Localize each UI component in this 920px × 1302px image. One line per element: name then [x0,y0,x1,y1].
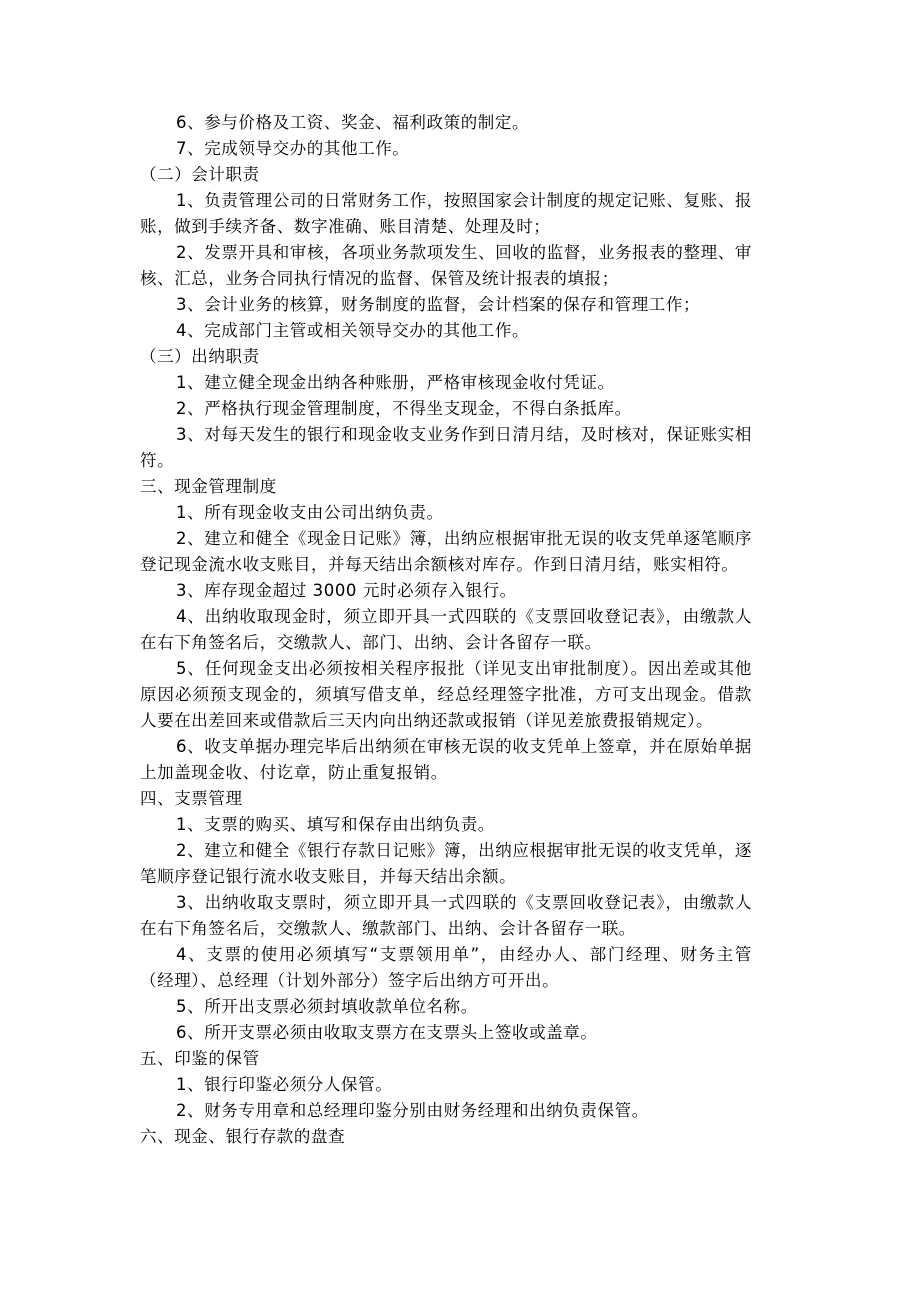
paragraph-item: 3、会计业务的核算，财务制度的监督，会计档案的保存和管理工作； [176,295,701,314]
paragraph-item: 5、所开出支票必须封填收款单位名称。 [176,997,478,1016]
paragraph-item: 3、对每天发生的银行和现金收支业务作到日清月结，及时核对，保证账实相符。 [140,425,752,470]
paragraph-item: 3、库存现金超过 3000 元时必须存入银行。 [176,581,517,600]
paragraph-item: 2、发票开具和审核，各项业务款项发生、回收的监督，业务报表的整理、审核、汇总，业务合同执行情况的监督、保管及统计报表的填报； [140,243,752,288]
section-heading: 五、印鉴的保管 [140,1049,260,1068]
paragraph-item: 6、收支单据办理完毕后出纳须在审核无误的收支凭单上签章，并在原始单据上加盖现金收、付讫章，防止重复报销。 [140,737,752,782]
paragraph-item: 3、出纳收取支票时，须立即开具一式四联的《支票回收登记表》，由缴款人在右下角签名后，交缴款人、缴款部门、出纳、会计各留存一联。 [140,893,752,938]
paragraph-item: 1、银行印鉴必须分人保管。 [176,1075,393,1094]
paragraph-item: 2、严格执行现金管理制度，不得坐支现金，不得白条抵库。 [176,399,632,418]
paragraph-item: 1、负责管理公司的日常财务工作，按照国家会计制度的规定记账、复账、报账，做到手续齐备、数字准确、账目清楚、处理及时； [140,191,752,236]
section-heading: 六、现金、银行存款的盘查 [140,1127,346,1146]
paragraph-item: 1、所有现金收支由公司出纳负责。 [176,503,444,522]
document-body [140,110,752,1150]
paragraph-item: 1、建立健全现金出纳各种账册，严格审核现金收付凭证。 [176,373,615,392]
paragraph-item: 5、任何现金支出必须按相关程序报批（详见支出审批制度）。因出差或其他原因必须预支现金的，须填写借支单，经总经理签字批准，方可支出现金。借款人要在出差回来或借款后三天内向出纳还款或报销（详见差旅费报销规定）。 [140,659,752,730]
paragraph-item: 4、支票的使用必须填写“支票领用单”，由经办人、部门经理、财务主管（经理）、总经理（计划外部分）签字后出纳方可开出。 [140,945,752,990]
paragraph-item: 6、所开支票必须由收取支票方在支票头上签收或盖章。 [176,1023,598,1042]
paragraph-item: 1、支票的购买、填写和保存由出纳负责。 [176,815,495,834]
paragraph-item: 4、完成部门主管或相关领导交办的其他工作。 [176,321,530,340]
section-heading: 三、现金管理制度 [140,477,277,496]
section-heading: 四、支票管理 [140,789,243,808]
paragraph-item: 7、完成领导交办的其他工作。 [176,139,410,158]
paragraph-item: 2、建立和健全《银行存款日记账》簿，出纳应根据审批无误的收支凭单，逐笔顺序登记银行流水收支账目，并每天结出余额。 [140,841,752,886]
paragraph-item: 2、建立和健全《现金日记账》簿，出纳应根据审批无误的收支凭单逐笔顺序登记现金流水收支账目，并每天结出余额核对库存。作到日清月结，账实相符。 [140,529,752,574]
section-heading: （二）会计职责 [140,165,260,184]
paragraph-item: 2、财务专用章和总经理印鉴分别由财务经理和出纳负责保管。 [176,1101,649,1120]
paragraph-item: 4、出纳收取现金时，须立即开具一式四联的《支票回收登记表》，由缴款人在右下角签名后，交缴款人、部门、出纳、会计各留存一联。 [140,607,752,652]
section-heading: （三）出纳职责 [140,347,260,366]
paragraph-item: 6、参与价格及工资、奖金、福利政策的制定。 [176,113,530,132]
